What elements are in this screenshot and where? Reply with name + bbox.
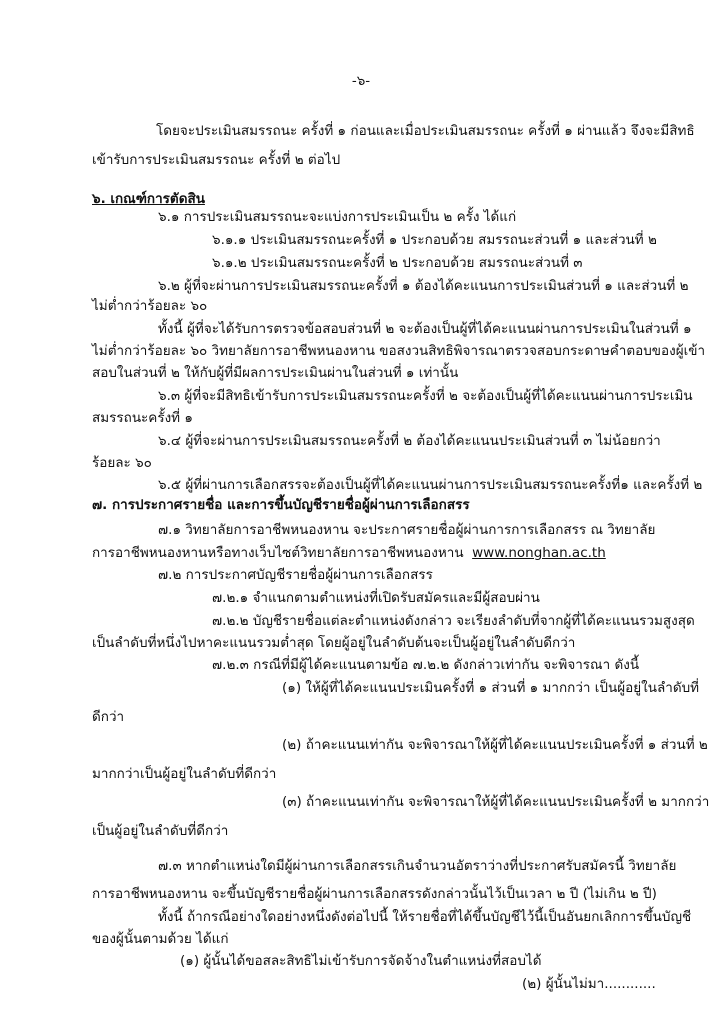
item-7-1-line-1: ๗.๑ วิทยาลัยการอาชีพหนองหาน จะประกาศรายชื่อผู้ผ่านการการเลือกสรร ณ วิทยาลัย — [158, 522, 656, 538]
sub-2-line-2: มากกว่าเป็นผู้อยู่ในลำดับที่ดีกว่า — [92, 766, 277, 782]
note-6-line-3: สอบในส่วนที่ ๒ ให้กับผู้ที่มีผลการประเมินผ่านในส่วนที่ ๑ เท่านั้น — [92, 365, 459, 381]
sub-2-line-1: (๒) ถ้าคะแนนเท่ากัน จะพิจารณาให้ผู้ที่ได้คะแนนประเมินครั้งที่ ๑ ส่วนที่ ๒ — [282, 737, 708, 753]
item-6-3-line-2: สมรรถนะครั้งที่ ๑ — [92, 410, 193, 426]
website-link[interactable]: www.nonghan.ac.th — [472, 545, 606, 561]
item-7-2-1: ๗.๒.๑ จำแนกตามตำแหน่งที่เปิดรับสมัครและมีผู้สอบผ่าน — [212, 590, 540, 606]
item-6-3-line-1: ๖.๓ ผู้ที่จะมีสิทธิเข้ารับการประเมินสมรรถนะครั้งที่ ๒ จะต้องเป็นผู้ที่ได้คะแนนผ่านการประเมิน — [158, 388, 693, 404]
section-7-heading: ๗. การประกาศรายชื่อ และการขึ้นบัญชีรายชื่อผู้ผ่านการเลือกสรร — [92, 497, 470, 513]
item-7-2-2-line-2: เป็นลำดับที่หนึ่งไปหาคะแนนรวมต่ำสุด โดยผู้อยู่ในลำดับต้นจะเป็นผู้อยู่ในลำดับดีกว่า — [92, 635, 576, 651]
item-6-5: ๖.๕ ผู้ที่ผ่านการเลือกสรรจะต้องเป็นผู้ที่ได้คะแนนผ่านการประเมินสมรรถนะครั้งที่๑ และครั้งที่ ๒ — [158, 477, 703, 493]
condition-1: (๑) ผู้นั้นได้ขอสละสิทธิไม่เข้ารับการจัดจ้างในตำแหน่งที่สอบได้ — [180, 953, 542, 969]
item-7-1-text: การอาชีพหนองหานหรือทางเว็บไซต์วิทยาลัยการอาชีพหนองหาน — [92, 545, 464, 561]
item-6-4-line-2: ร้อยละ ๖๐ — [92, 455, 152, 471]
item-6-1-1: ๖.๑.๑ ประเมินสมรรถนะครั้งที่ ๑ ประกอบด้วย สมรรถนะส่วนที่ ๑ และส่วนที่ ๒ — [212, 232, 657, 248]
sub-3-line-2: เป็นผู้อยู่ในลำดับที่ดีกว่า — [92, 823, 229, 839]
item-6-2-line-2: ไม่ต่ำกว่าร้อยละ ๖๐ — [92, 298, 208, 314]
sub-1-line-2: ดีกว่า — [92, 709, 125, 725]
note-7-line-1: ทั้งนี้ ถ้ากรณีอย่างใดอย่างหนึ่งดังต่อไปนี้ ให้รายชื่อที่ได้ขึ้นบัญชีไว้นี้เป็นอันยกเลิกการขึ้นบัญชี — [158, 909, 692, 925]
item-6-1: ๖.๑ การประเมินสมรรถนะจะแบ่งการประเมินเป็น ๒ ครั้ง ได้แก่ — [158, 209, 517, 225]
item-7-3-line-2: การอาชีพหนองหาน จะขึ้นบัญชีรายชื่อผู้ผ่านการเลือกสรรดังกล่าวนั้นไว้เป็นเวลา ๒ ปี (ไม่เกิน ๒ ปี) — [92, 886, 657, 902]
sub-1-line-1: (๑) ให้ผู้ที่ได้คะแนนประเมินครั้งที่ ๑ ส่วนที่ ๑ มากกว่า เป็นผู้อยู่ในลำดับที่ — [282, 680, 700, 696]
note-6-line-1: ทั้งนี้ ผู้ที่จะได้รับการตรวจข้อสอบส่วนที่ ๒ จะต้องเป็นผู้ที่ได้คะแนนผ่านการประเมินในส่วนที่ ๑ — [158, 321, 692, 337]
note-6-line-2: ไม่ต่ำกว่าร้อยละ ๖๐ วิทยาลัยการอาชีพหนองหาน ขอสงวนสิทธิพิจารณาตรวจสอบกระดาษคำตอบของผู้เข้า — [92, 343, 706, 359]
intro-line-1: โดยจะประเมินสมรรถนะ ครั้งที่ ๑ ก่อนและเมื่อประเมินสมรรถนะ ครั้งที่ ๑ ผ่านแล้ว จึงจะมีสิทธิ — [156, 123, 695, 139]
sub-3-line-1: (๓) ถ้าคะแนนเท่ากัน จะพิจารณาให้ผู้ที่ได้คะแนนประเมินครั้งที่ ๒ มากกว่า — [282, 794, 710, 810]
page-number: -๖- — [351, 73, 371, 89]
item-6-1-2: ๖.๑.๒ ประเมินสมรรถนะครั้งที่ ๒ ประกอบด้วย สมรรถนะส่วนที่ ๓ — [212, 255, 583, 271]
item-6-2-line-1: ๖.๒ ผู้ที่จะผ่านการประเมินสมรรถนะครั้งที่ ๑ ต้องได้คะแนนการประเมินส่วนที่ ๑ และส่วนที่ ๒ — [158, 278, 689, 294]
note-7-line-2: ของผู้นั้นตามด้วย ได้แก่ — [92, 931, 229, 947]
item-7-3-line-1: ๗.๓ หากตำแหน่งใดมีผู้ผ่านการเลือกสรรเกินจำนวนอัตราว่างที่ประกาศรับสมัครนี้ วิทยาลัย — [158, 858, 677, 874]
section-6-heading: ๖. เกณฑ์การตัดสิน — [92, 191, 205, 207]
item-7-2: ๗.๒ การประกาศบัญชีรายชื่อผู้ผ่านการเลือกสรร — [158, 567, 433, 583]
continued-footer: (๒) ผู้นั้นไม่มา............ — [522, 976, 656, 992]
intro-line-2: เข้ารับการประเมินสมรรถนะ ครั้งที่ ๒ ต่อไป — [92, 152, 341, 168]
item-7-2-2-line-1: ๗.๒.๒ บัญชีรายชื่อแต่ละตำแหน่งดังกล่าว จะเรียงลำดับที่จากผู้ที่ได้คะแนนรวมสูงสุด — [212, 613, 695, 629]
item-6-4-line-1: ๖.๔ ผู้ที่จะผ่านการประเมินสมรรถนะครั้งที่ ๒ ต้องได้คะแนนประเมินส่วนที่ ๓ ไม่น้อยกว่า — [158, 433, 661, 449]
item-7-2-3: ๗.๒.๓ กรณีที่มีผู้ได้คะแนนตามข้อ ๗.๒.๒ ดังกล่าวเท่ากัน จะพิจารณา ดังนี้ — [212, 657, 640, 673]
item-7-1-line-2 — [92, 544, 606, 562]
